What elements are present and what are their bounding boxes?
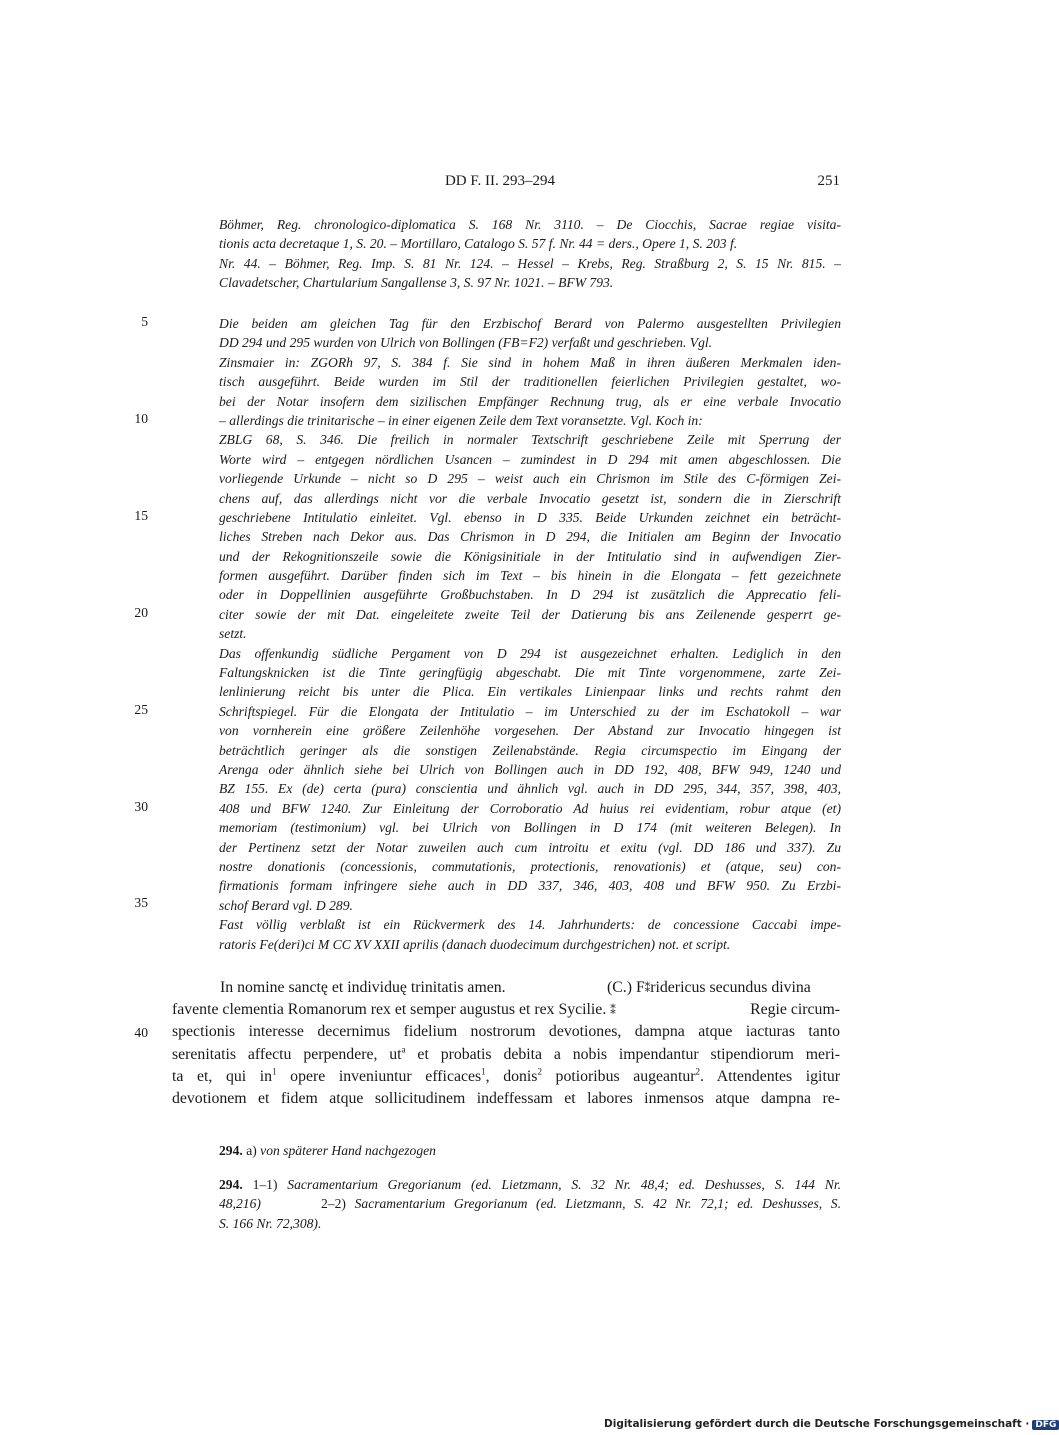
text-line: Fast völlig verblaßt ist ein Rückvermerk des 14. Jahrhunderts: de concessione Caccabi impe- [219,917,841,933]
text-line: schof Berard vgl. D 289. [219,897,353,913]
text-line: 408 und BFW 1240. Zur Einleitung der Corroboratio Ad huius rei evidentiam, robur atque (et) [219,800,841,816]
text-line: favente clementia Romanorum rex et semper augustus et rex Sycilie. ⁑ Regie circum- [172,1001,840,1019]
intitulatio: (C.) F⁑ridericus secundus divina [607,979,811,996]
footnote-ref: 2 [537,1066,542,1077]
text-line: der Pertinenz setzt der Notar zuweilen auch cum introitu et exitu (vgl. DD 186 und 337). Zu [219,839,841,855]
text-line: Arenga oder ähnlich siehe bei Ulrich von Bollingen auch in DD 192, 408, BFW 949, 1240 und [219,761,841,777]
footnote-ref: 2 [695,1066,701,1077]
footnote-ref: 1 [272,1066,277,1077]
line-number: 15 [134,508,148,523]
text-line: Zinsmaier in: ZGORh 97, S. 384 f. Sie sind in hohem Maß in ihren äußeren Merkmalen iden- [219,354,841,370]
charter-text [172,977,840,1110]
text-line: formen ausgeführt. Darüber finden sich im Text – bis hinein in die Elongata – fett gezeichnete [219,568,841,584]
abbreviation-mark: ⁑ [610,1005,616,1018]
footnote-numbered: 294. 1–1) Sacramentarium Gregorianum (ed. Lietzmann, S. 32 Nr. 48,4; ed. Deshusses, S. 144 Nr. 48,216) 2–2) Sacramentarium Gregorianum (ed. Lietzmann, S. 42 Nr. 72,1; ed. Deshusses, S. S. 166 Nr. 72,308). [219,1177,842,1231]
line-number: 30 [134,799,148,814]
dfg-logo: DFG [1032,1420,1059,1430]
text-line: Das offenkundig südliche Pergament von D 294 ist ausgezeichnet erhalten. Lediglich in den [219,645,841,661]
text-line: Schriftspiegel. Für die Elongata der Intitulatio – im Unterschied zu der im Eschatokoll – war [219,703,841,719]
page-number: 251 [817,173,840,189]
text-line: nostre donationis (concessionis, commutationis, protectionis, renovationis) et (atque, seu) con- [219,858,841,874]
text-line: spectionis interesse decernimus fidelium nostrorum devotiones, dampna atque iacturas tanto [172,1023,840,1041]
text-line: BZ 155. Ex (de) certa (pura) conscientia und ähnlich vgl. auch in DD 295, 344, 357, 398, 403, [219,781,841,797]
text-line: tisch ausgeführt. Beide wurden im Stil der traditionellen feierlichen Privilegien gestaltet, wo- [219,374,841,390]
text-line: Böhmer, Reg. chronologico-diplomatica S. 168 Nr. 3110. – De Ciocchis, Sacrae regiae visita- [219,217,841,232]
text-line: und der Rekognitionszeile sowie die Königsinitiale in der Intitulatio sind in aufwendigen Zier- [219,548,841,564]
text-line [172,977,840,999]
text-line: ZBLG 68, S. 346. Die freilich in normaler Textschrift geschriebene Zeile mit Sperrung der [219,432,841,448]
text-line: chens auf, das allerdings nicht vor die verbale Invocatio gesetzt ist, sondern die in Zierschrift [219,490,841,506]
text-line: – allerdings die trinitarische – in einer eigenen Zeile dem Text voransetzte. Vgl. Koch in: [219,412,703,428]
text-line: liches Streben nach Dekor aus. Das Chrismon in D 294, die Initialen am Beginn der Invocatio [219,529,841,545]
text-line: Clavadetscher, Chartularium Sangallense 3, S. 97 Nr. 1021. – BFW 793. [219,275,614,291]
line-number: 20 [134,605,148,620]
text-line: Nr. 44. – Böhmer, Reg. Imp. S. 81 Nr. 124. – Hessel – Krebs, Reg. Straßburg 2, S. 15 Nr. 815. – [219,255,841,271]
text-line: firmationis formam infringere siehe auch in DD 337, 346, 403, 408 und BFW 950. Zu Erzbi- [219,878,841,894]
text-line: ratoris Fe(deri)ci M CC XV XXII aprilis (danach duodecimum durchgestrichen) not. et script. [219,936,731,952]
footnote-ref: 1 [481,1066,486,1077]
text-line: setzt. [219,626,247,642]
text-line: lenlinierung reicht bis unter die Plica. Ein vertikales Linienpaar links und rechts rahmt den [219,684,841,700]
text-line: beträchtlich geringer als die sonstigen Zeilenabstände. Regia circumspectio im Eingang der [219,742,841,758]
footnote-ref: a [401,1044,406,1055]
text-line: vorliegende Urkunde – nicht so D 295 – weist auch ein Chrismon im Stile des C-förmigen Zei- [219,471,841,487]
text-line: bei der Notar insofern dem sizilischen Empfänger Rechnung trug, als er eine verbale Invocatio [219,393,841,409]
text-line: Die beiden am gleichen Tag für den Erzbischof Berard von Palermo ausgestellten Privilegien [219,316,841,331]
text-line: citer sowie der mit Dat. eingeleitete zweite Teil der Datierung bis ans Zeilenende gesperrt ge- [219,606,841,622]
text-line: von vornherein eine größere Zeilenhöhe vorgesehen. Der Abstand zur Invocatio hingegen ist [219,723,841,739]
text-line: DD 294 und 295 wurden von Ulrich von Bollingen (FB=F2) verfaßt und geschrieben. Vgl. [219,335,713,351]
line-number: 40 [134,1025,148,1040]
line-number: 5 [141,314,148,329]
line-number: 10 [134,411,148,426]
text-line: devotionem et fidem atque sollicitudinem indeffessam et labores inmensos atque dampna re- [172,1089,840,1107]
text-line: ta et, qui $in^1$ opere inveniuntur efficaces$^1$, donis$^2$ potioribus augeantur$^2$. Attendentes igitur [172,1066,840,1085]
invocatio: In nomine sanctę et individuę trinitatis amen. [220,979,506,996]
text-line: Faltungsknicken ist die Tinte geringfügig abgeschabt. Die mit Tinte vorgenommene, zarte Zei- [219,665,841,681]
funding-footer: Digitalisierung gefördert durch die Deutsche Forschungsgemeinschaft · DFG [604,1418,1059,1430]
footnote-a: 294. a) von späterer Hand nachgezogen [219,1143,436,1158]
text-line: geschriebene Intitulatio einleitet. Vgl. ebenso in D 335. Beide Urkunden zeichnet ein beträcht- [219,509,841,525]
running-title: DD F. II. 293–294 [444,173,556,189]
abbreviation-mark: ⁑ [644,983,651,995]
text-line: oder in Doppellinien ausgeführte Großbuchstaben. In D 294 ist zusätzlich die Apprecatio feli- [219,587,841,603]
line-number: 25 [134,702,148,717]
bibliography-block [219,215,841,293]
text-line: memoriam (testimonium) vgl. bei Ulrich von Bollingen in D 174 (mit weiteren Belegen). In [219,820,841,836]
line-number: 35 [134,895,148,910]
text-line: Worte wird – entgegen nördlichen Usancen – zumindest in D 294 mit amen abgeschlossen. Die [219,451,841,467]
commentary-block [219,314,841,954]
text-line: tionis acta decretaque 1, S. 20. – Mortillaro, Catalogo S. 57 f. Nr. 44 = ders., Opere 1, S. 203 f. [219,236,738,252]
text-line: serenitatis affectu perpendere, $ut^a$ et probatis debita a nobis impendantur stipendiorum meri- [172,1044,840,1063]
